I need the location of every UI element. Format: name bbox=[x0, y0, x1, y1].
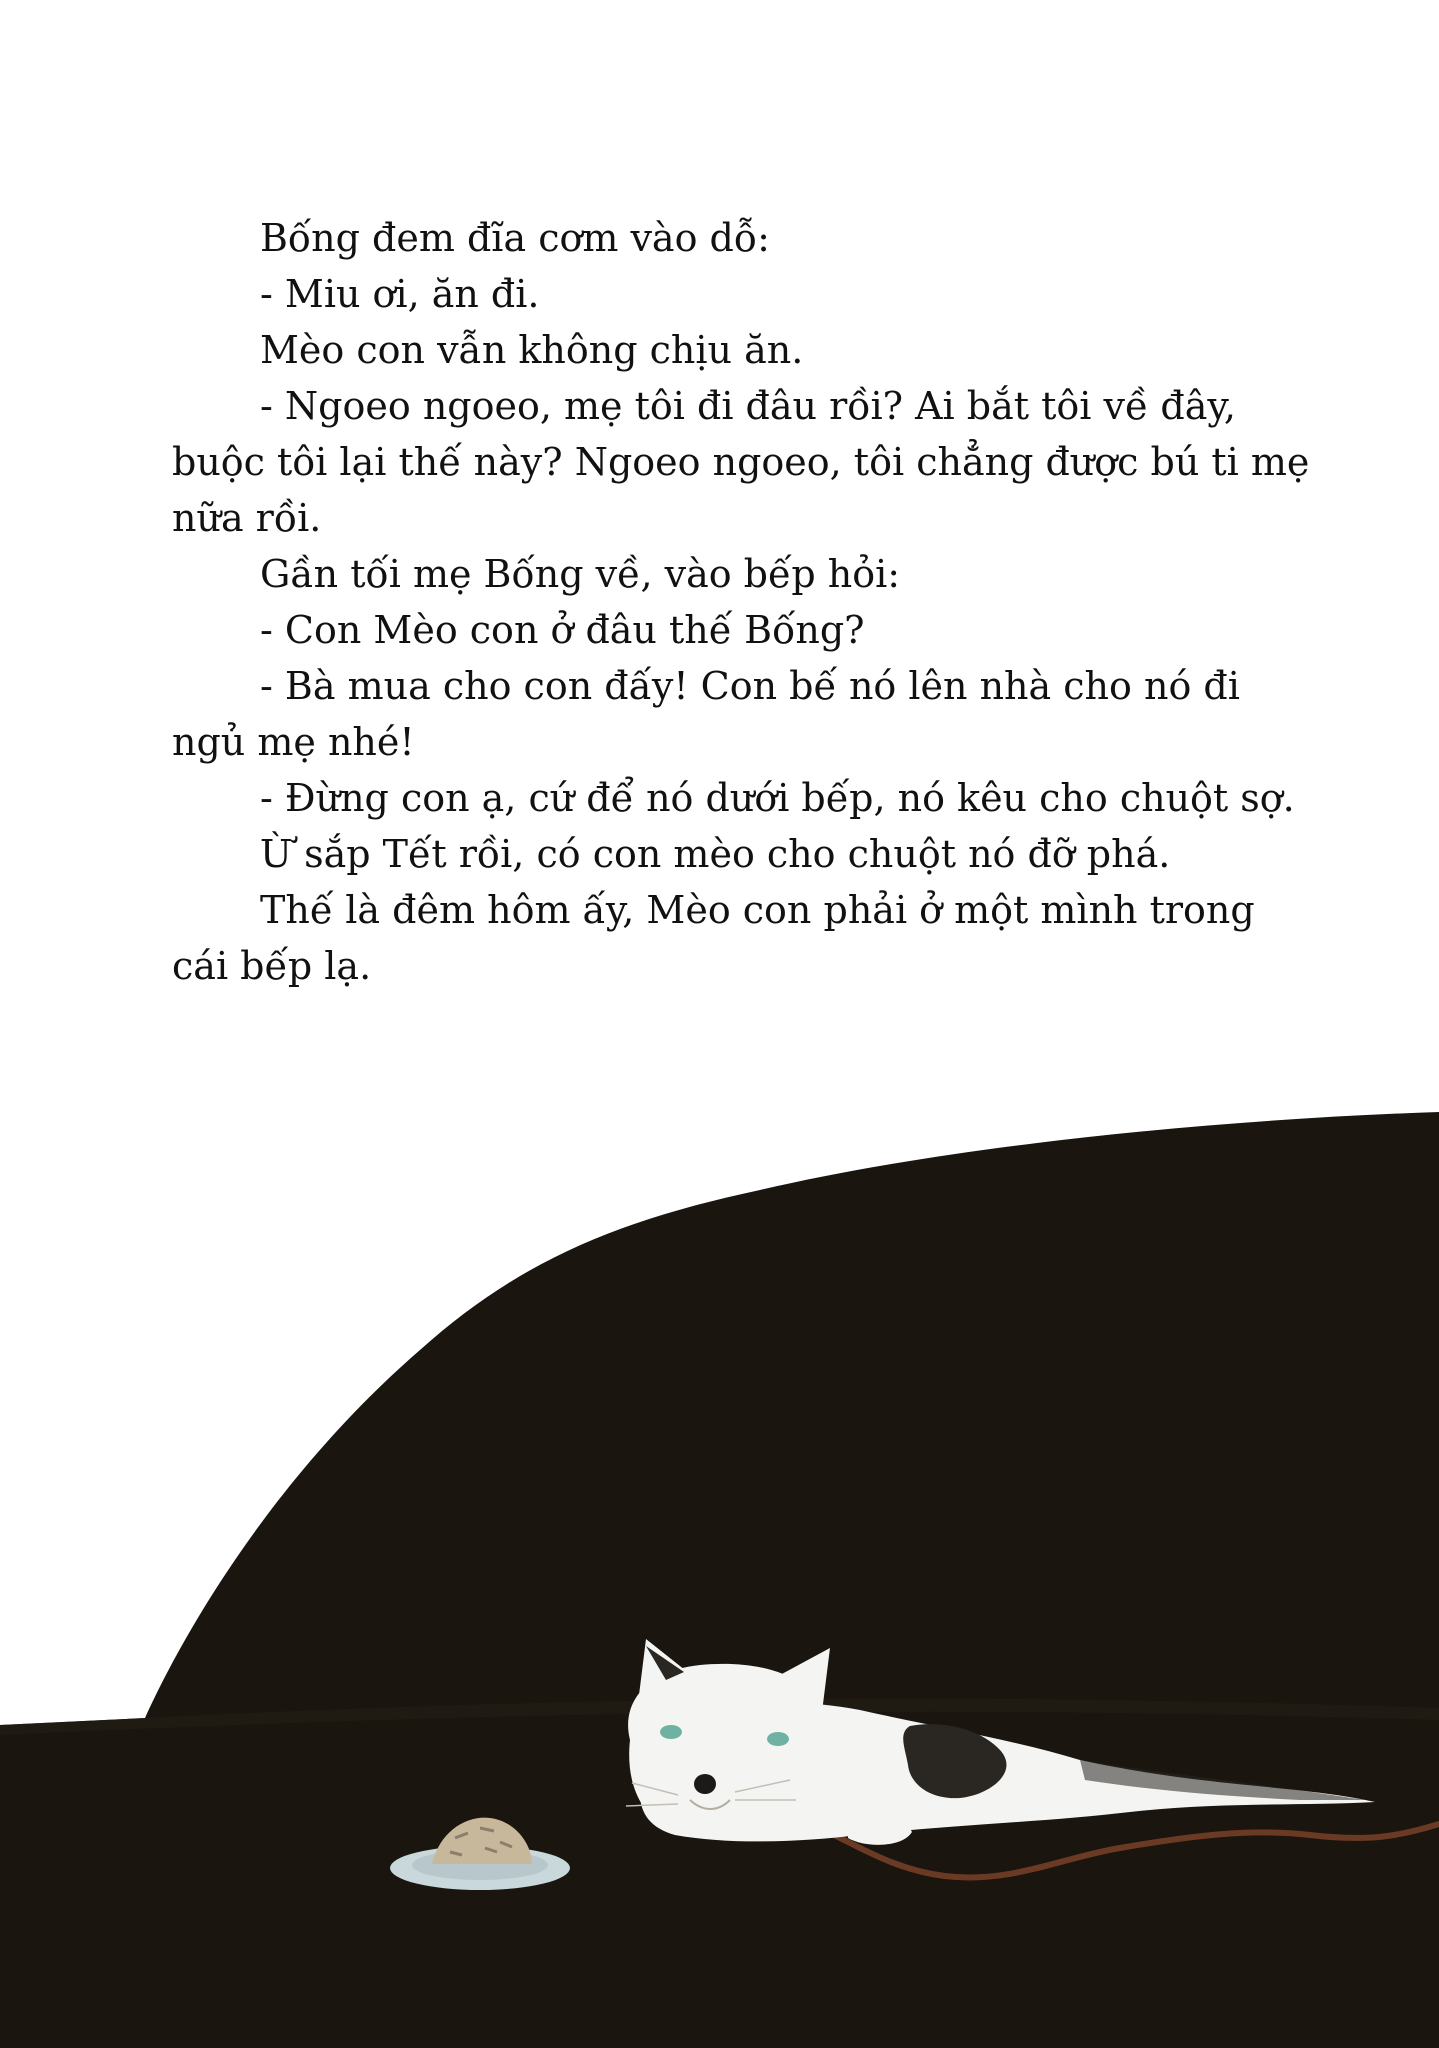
story-text bbox=[172, 210, 1310, 994]
story-line-9: - Bà mua cho con đấy! Con bế nó lên nhà cho nó đi bbox=[260, 664, 1240, 708]
story-line-13: Thế là đêm hôm ấy, Mèo con phải ở một mình trong bbox=[260, 888, 1255, 932]
dark-kitchen-floor-shape bbox=[0, 1112, 1439, 2048]
story-line-1: Bống đem đĩa cơm vào dỗ: bbox=[260, 216, 770, 260]
kitten-left-eye bbox=[660, 1725, 682, 1739]
kitten-right-eye bbox=[767, 1732, 789, 1746]
story-line-4: - Ngoeo ngoeo, mẹ tôi đi đâu rồi? Ai bắt tôi về đây, bbox=[260, 384, 1236, 428]
story-line-12: Ừ sắp Tết rồi, có con mèo cho chuột nó đỡ phá. bbox=[260, 832, 1171, 876]
story-line-8: - Con Mèo con ở đâu thế Bống? bbox=[260, 608, 865, 652]
story-line-2: - Miu ơi, ăn đi. bbox=[260, 272, 540, 316]
story-line-10: ngủ mẹ nhé! bbox=[172, 720, 415, 764]
story-line-14: cái bếp lạ. bbox=[172, 944, 372, 988]
kitten-nose bbox=[694, 1774, 716, 1794]
story-line-3: Mèo con vẫn không chịu ăn. bbox=[260, 328, 804, 372]
story-line-7: Gần tối mẹ Bống về, vào bếp hỏi: bbox=[260, 552, 901, 596]
kitten-illustration bbox=[0, 1100, 1439, 2048]
story-line-6: nữa rồi. bbox=[172, 496, 322, 540]
story-line-5: buộc tôi lại thế này? Ngoeo ngoeo, tôi chẳng được bú ti mẹ bbox=[172, 440, 1310, 484]
story-line-11: - Đừng con ạ, cứ để nó dưới bếp, nó kêu cho chuột sợ. bbox=[260, 776, 1295, 820]
